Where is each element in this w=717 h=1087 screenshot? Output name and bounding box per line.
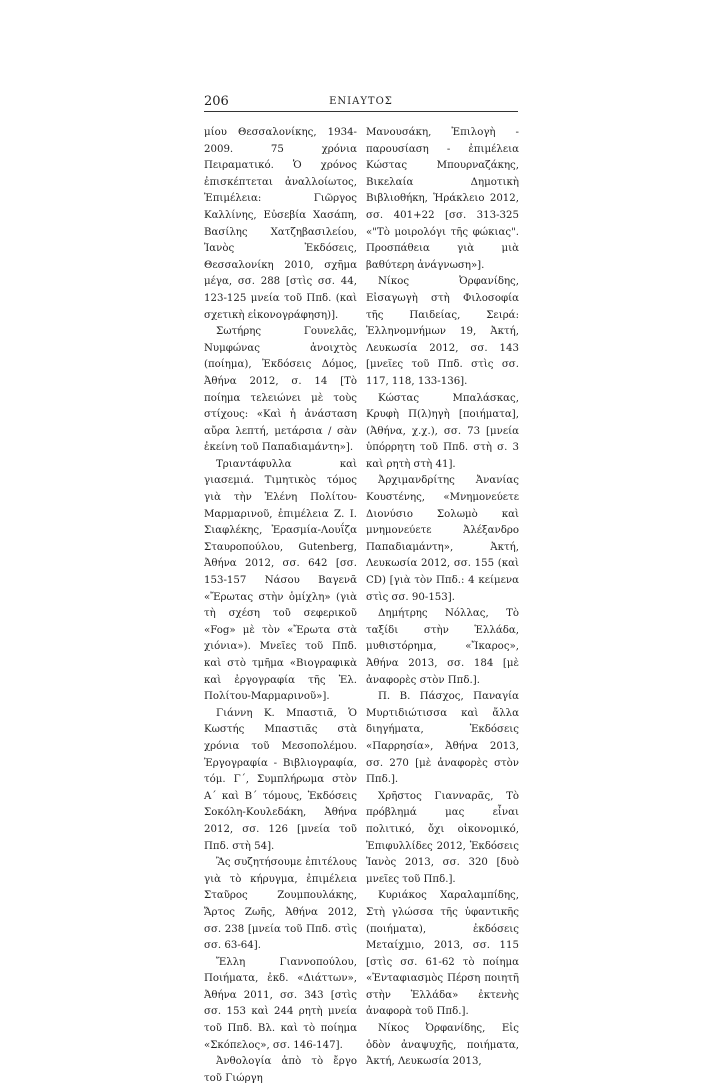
left-column [204,125,357,1087]
bibliography-entry: Ἔλλη Γιαννοπούλου, Ποιήματα, ἐκδ. «Διάττων», Ἀθήνα 2011, σσ. 343 [στὶς σσ. 153 καὶ 244 ρητὴ μνεία τοῦ Ππδ. Βλ. καὶ τὸ ποίημα «Σκόπελος», σσ. 146-147]. [204,956,357,1051]
running-title: ΕΝΙΑΥΤΟΣ [329,96,393,107]
bibliography-entry: Τριαντάφυλλα καὶ γιασεμιά. Τιμητικὸς τόμος γιὰ τὴν Ἑλένη Πολίτου-Μαρμαρινοῦ, ἐπιμέλεια Ζ. Ι. Σιαφλέκης, Ἐρασμία-Λουΐζα Σταυροπούλου, Gutenberg, Ἀθήνα 2012, σσ. 642 [σσ. 153-157 Νάσου Βαγενᾶ «Ἔρωτας στὴν ὁμίχλη» (γιὰ τὴ σχέση τοῦ σεφερικοῦ «Fog» μὲ τὸν «Ἔρωτα στὰ χιόνια»). Μνεῖες τοῦ Ππδ. καὶ στὸ τμῆμα «Βιογραφικὰ καὶ ἐργογραφία τῆς Ἑλ. Πολίτου-Μαρμαρινοῦ»]. [204,458,357,703]
bibliography-entry: Νίκος Ὀρφανίδης, Εἰς ὁδὸν ἀναψυχῆς, ποιήματα, Ἀκτή, Λευκωσία 2013, [366,1023,519,1068]
page-number: 206 [204,94,229,109]
bibliography-entry: Π. Β. Πάσχος, Παναγία Μυρτιδιώτισσα καὶ ἄλλα διηγήματα, Ἐκδόσεις «Παρρησία», Ἀθήνα 2013, σσ. 270 [μὲ ἀναφορὲς στὸν Ππδ.]. [366,691,519,786]
bibliography-entry: Γιάννη Κ. Μπαστιᾶ, Ὁ Κωστής Μπαστιᾶς στὰ χρόνια τοῦ Μεσοπολέμου. Ἐργογραφία - Βιβλιογραφία, τόμ. Γ΄, Συμπλήρωμα στὸν Α΄ καὶ Β΄ τόμους, Ἐκδόσεις Σοκόλη-Κουλεδάκη, Ἀθήνα 2012, σσ. 126 [μνεία τοῦ Ππδ. στὴ 54]. [204,707,357,852]
bibliography-entry: Χρῆστος Γιανναρᾶς, Τὸ πρόβλημά μας εἶναι πολιτικό, ὄχι οἰκονομικό, Ἐπιφυλλίδες 2012, Ἐκδόσεις Ἰανὸς 2013, σσ. 320 [δυὸ μνεῖες τοῦ Ππδ.]. [366,790,519,885]
bibliography-entry: Μανουσάκη, Ἐπιλογὴ - παρουσίαση - ἐπιμέλεια Κώστας Μπουρναζάκης, Βικελαία Δημοτικὴ Βιβλιοθήκη, Ἡράκλειο 2012, σσ. 401+22 [σσ. 313-325 «"Τὸ μοιρολόγι τῆς φώκιας". Προσπάθεια γιὰ μιὰ βαθύτερη ἀνάγνωση»]. [366,127,519,271]
header-rule [204,111,518,112]
bibliography-entry: Ἀνθολογία ἀπὸ τὸ ἔργο τοῦ Γιώργη [204,1056,357,1084]
page-header [204,88,518,112]
bibliography-entry: Νίκος Ὀρφανίδης, Εἰσαγωγὴ στὴ Φιλοσοφία τῆς Παιδείας, Σειρά: Ἑλληνομνήμων 19, Ἀκτή, Λευκωσία 2012, σσ. 143 [μνεῖες τοῦ Ππδ. στὶς σσ. 117, 118, 133-136]. [366,276,519,387]
bibliography-entry: Δημήτρης Νόλλας, Τὸ ταξίδι στὴν Ἑλλάδα, μυθιστόρημα, «Ἴκαρος», Ἀθήνα 2013, σσ. 184 [μὲ ἀναφορὲς στὸν Ππδ.]. [366,608,519,686]
right-column [366,125,519,1071]
bibliography-entry: Ἀρχιμανδρίτης Ἀνανίας Κουστένης, «Μνημονεύετε Διονύσιο Σολωμὸ καὶ μνημονεύετε Ἀλέξανδρο Παπαδιαμάντη», Ἀκτή, Λευκωσία 2012, σσ. 155 (καὶ CD) [γιὰ τὸν Ππδ.: 4 κείμενα στὶς σσ. 90-153]. [366,475,519,603]
bibliography-entry: μίου Θεσσαλονίκης, 1934-2009. 75 χρόνια Πειραματικό. Ὁ χρόνος ἐπισκέπτεται ἀναλλοίωτος, Ἐπιμέλεια: Γιῶργος Καλλίνης, Εὐσεβία Χασάπη, Βασίλης Χατζηβασιλείου, Ἰανὸς Ἐκδόσεις, Θεσσαλονίκη 2010, σχῆμα μέγα, σσ. 288 [στὶς σσ. 44, 123-125 μνεία τοῦ Ππδ. (καὶ σχετικὴ εἰκονογράφηση)]. [204,127,357,321]
bibliography-entry: Κυριάκος Χαραλαμπίδης, Στὴ γλώσσα τῆς ὑφαντικῆς (ποιήματα), ἐκδόσεις Μεταίχμιο, 2013, σσ. 115 [στὶς σσ. 61-62 τὸ ποίημα «Ἐνταφιασμὸς Πέρση ποιητῆ στὴν Ἑλλάδα» ἐκτενὴς ἀναφορὰ τοῦ Ππδ.]. [366,890,519,1018]
bibliography-entry: Ἂς συζητήσουμε ἐπιτέλους γιὰ τὸ κήρυγμα, ἐπιμέλεια Σταῦρος Ζουμπουλάκης, Ἄρτος Ζωῆς, Ἀθήνα 2012, σσ. 238 [μνεία τοῦ Ππδ. στὶς σσ. 63-64]. [204,857,357,952]
bibliography-entry: Κώστας Μπαλάσκας, Κρυφὴ Π(λ)ηγὴ [ποιήματα], (Ἀθήνα, χ.χ.), σσ. 73 [μνεία ὑπόρρητη τοῦ Ππδ. στὴ σ. 3 καὶ ρητὴ στὴ 41]. [366,392,519,470]
bibliography-entry: Σωτήρης Γουνελᾶς, Νυμφώνας ἀνοιχτὸς (ποίημα), Ἐκδόσεις Δόμος, Ἀθήνα 2012, σ. 14 [Τὸ ποίημα τελειώνει μὲ τοὺς στίχους: «Καὶ ἡ ἀνάσταση αὔρα λεπτή, μετάρσια / σὰν ἐκείνη τοῦ Παπαδιαμάντη»]. [204,326,357,454]
